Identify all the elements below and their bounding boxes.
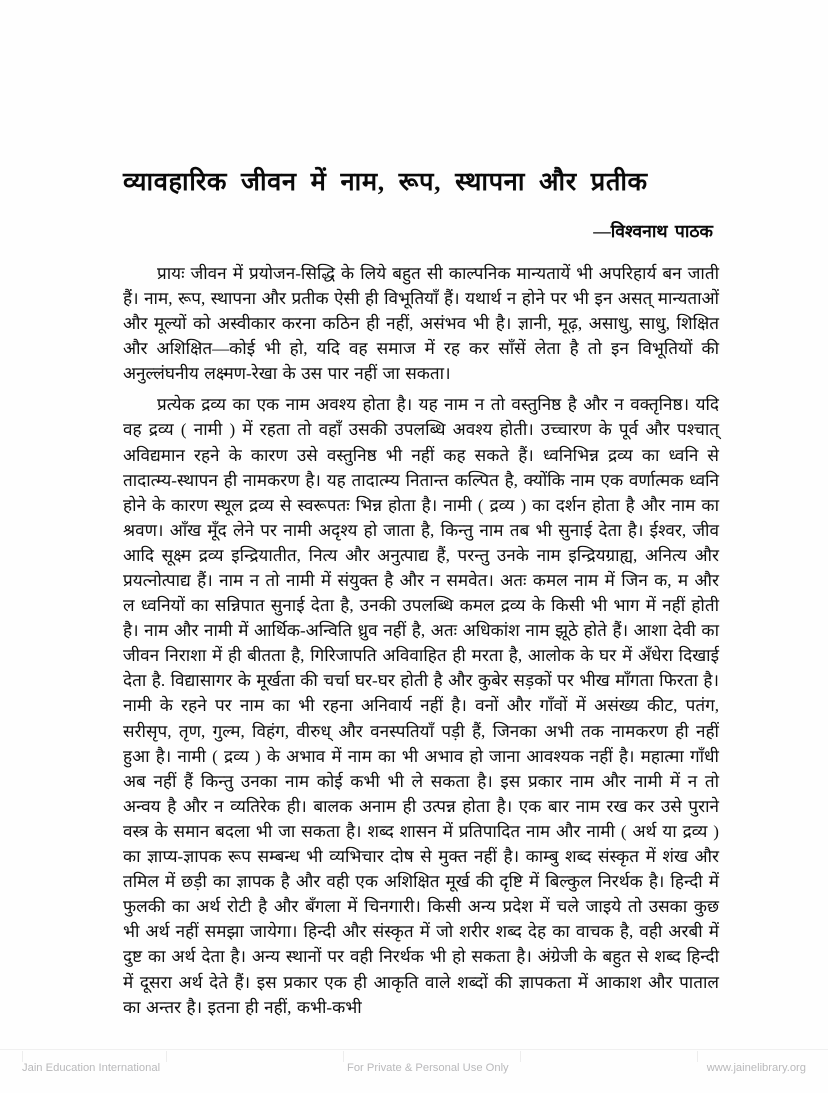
- paragraph: प्रायः जीवन में प्रयोजन-सिद्धि के लिये बहुत सी काल्पनिक मान्यतायें भी अपरिहार्य बन जाती हैं। नाम, रूप, स्थापना और प्रतीक ऐसी ही विभूतियाँ हैं। यथार्थ न होने पर भी इन असत् मान्यताओं और मूल्यों को अस्वीकार करना कठिन ही नहीं, असंभव भी है। ज्ञानी, मूढ़, असाधु, साधु, शिक्षित और अशिक्षित—कोई भी हो, यदि वह समाज में रह कर साँसें लेता है तो इन विभूतियों की अनुल्लंघनीय लक्ष्मण-रेखा के उस पार नहीं जा सकता।: [123, 263, 719, 384]
- footer-tick: [166, 1051, 167, 1062]
- author-byline: —विश्वनाथ पाठक: [593, 220, 713, 241]
- body-text: [123, 243, 719, 1020]
- footer-tick: [22, 1051, 23, 1062]
- page-content: [123, 0, 719, 1020]
- footer-tick: [697, 1051, 698, 1062]
- footer-usage-notice: For Private & Personal Use Only: [347, 1062, 509, 1074]
- footer-tick: [343, 1051, 344, 1062]
- footer-divider: [0, 1049, 828, 1050]
- footer-organization: Jain Education International: [22, 1062, 161, 1074]
- footer-tick: [520, 1051, 521, 1062]
- footer-website-url[interactable]: www.jainelibrary.org: [706, 1062, 806, 1074]
- paragraph: प्रत्येक द्रव्य का एक नाम अवश्य होता है। यह नाम न तो वस्तुनिष्ठ है और न वक्तृनिष्ठ। यदि वह द्रव्य ( नामी ) में रहता तो वहाँ उसकी उपलब्धि अवश्य होती। उच्चारण के पूर्व और पश्चात् अविद्यमान रहने के कारण उसे वस्तुनिष्ठ भी नहीं कह सकते हैं। ध्वनिभिन्न द्रव्य का ध्वनि से तादात्म्य-स्थापन ही नामकरण है। यह तादात्म्य नितान्त कल्पित है, क्योंकि नाम एक वर्णात्मक ध्वनि होने के कारण स्थूल द्रव्य से स्वरूपतः भिन्न होता है। नामी ( द्रव्य ) का दर्शन होता है और नाम का श्रवण। आँख मूँद लेने पर नामी अदृश्य हो जाता है, किन्तु नाम तब भी सुनाई देता है। ईश्वर, जीव आदि सूक्ष्म द्रव्य इन्द्रियातीत, नित्य और अनुत्पाद्य हैं, परन्तु उनके नाम इन्द्रियग्राह्य, अनित्य और प्रयत्नोत्पाद्य हैं। नाम न तो नामी में संयुक्त है और न समवेत। अतः कमल नाम में जिन क, म और ल ध्वनियों का सन्निपात सुनाई देता है, उनकी उपलब्धि कमल द्रव्य के किसी भी भाग में नहीं होती है। नाम और नामी में आर्थिक-अन्विति ध्रुव नहीं है, अतः अधिकांश नाम झूठे होते हैं। आशा देवी का जीवन निराशा में ही बीतता है, गिरिजापति अविवाहित ही मरता है, आलोक के घर में अँधेरा दिखाई देता है. विद्यासागर के मूर्खता की चर्चा घर-घर होती है और कुबेर सड़कों पर भीख माँगता फिरता है। नामी के रहने पर नाम का भी रहना अनिवार्य नहीं है। वनों और गाँवों में असंख्य कीट, पतंग, सरीसृप, तृण, गुल्म, विहंग, वीरुध् और वनस्पतियाँ पड़ी हैं, जिनका अभी तक नामकरण ही नहीं हुआ है। नामी ( द्रव्य ) के अभाव में नाम का भी अभाव हो जाना आवश्यक नहीं है। महात्मा गाँधी अब नहीं हैं किन्तु उनका नाम कोई कभी भी ले सकता है। इस प्रकार नाम और नामी में न तो अन्वय है और न व्यतिरेक ही। बालक अनाम ही उत्पन्न होता है। एक बार नाम रख कर उसे पुराने वस्त्र के समान बदला भी जा सकता है। शब्द शासन में प्रतिपादित नाम और नामी ( अर्थ या द्रव्य ) का ज्ञाप्य-ज्ञापक रूप सम्बन्ध भी व्यभिचार दोष से मुक्त नहीं है। काम्बु शब्द संस्कृत में शंख और तमिल में छड़ी का ज्ञापक है और वही एक अशिक्षित मूर्ख की दृष्टि में बिल्कुल निरर्थक है। हिन्दी में फुलकी का अर्थ रोटी है और बँगला में चिनगारी। किसी अन्य प्रदेश में चले जाइये तो उसका कुछ भी अर्थ नहीं समझा जायेगा। हिन्दी और संस्कृत में जो शरीर शब्द देह का वाचक है, वही अरबी में दुष्ट का अर्थ देता है। अन्य स्थानों पर वही निरर्थक भी हो सकता है। अंग्रेजी के बहुत से शब्द हिन्दी में दूसरा अर्थ देते हैं। इस प्रकार एक ही आकृति वाले शब्दों की ज्ञापकता में आकाश और पाताल का अन्तर है। इतना ही नहीं, कभी-कभी: [123, 395, 719, 1017]
- page-footer: [0, 1049, 828, 1093]
- page-title: व्यावहारिक जीवन में नाम, रूप, स्थापना और प्रतीक: [123, 167, 648, 196]
